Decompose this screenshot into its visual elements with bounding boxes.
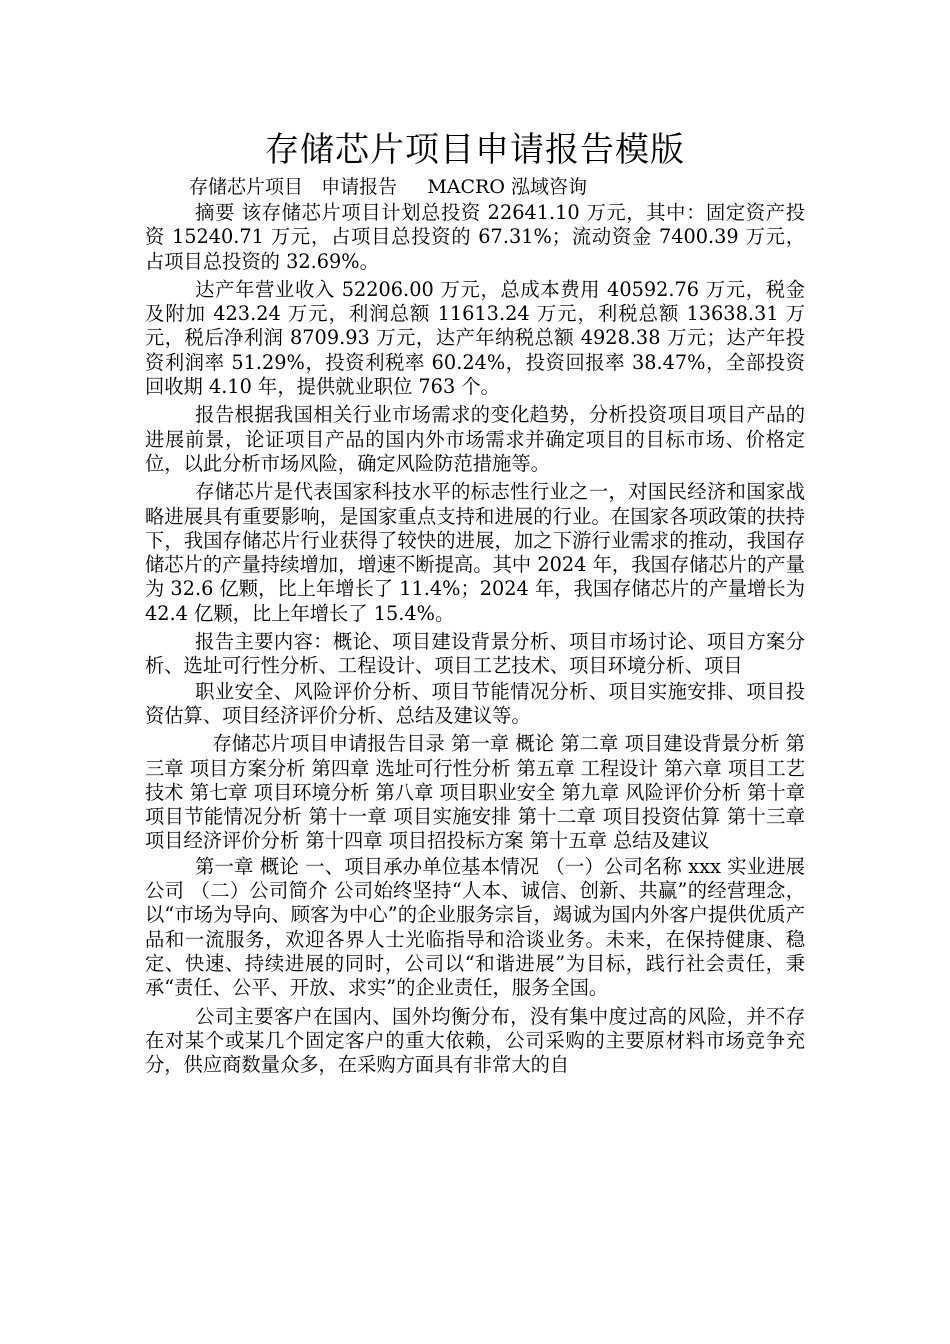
analysis-paragraph: 报告根据我国相关行业市场需求的变化趋势，分析投资项目项目产品的进展前景，论证项目产品的国内外市场需求并确定项目的目标市场、价格定位，以此分析市场风险，确定风险防范措施等。 <box>145 403 805 475</box>
abstract-paragraph: 摘要 该存储芯片项目计划总投资 22641.10 万元，其中：固定资产投资 15240.71 万元，占项目总投资的 67.31%；流动资金 7400.39 万元，占项目总投资的 32.69%。 <box>145 201 805 273</box>
document-title: 存储芯片项目申请报告模版 <box>265 130 685 170</box>
chapter-one-paragraph: 第一章 概论 一、项目承办单位基本情况 （一）公司名称 xxx 实业进展公司 （二）公司简介 公司始终坚持“人本、诚信、创新、共赢”的经营理念，以“市场为导向、顾客为中心”的企业服务宗旨，竭诚为国内外客户提供优质产品和一流服务，欢迎各界人士光临指导和洽谈业务。未来，在保持健康、稳定、快速、持续进展的同时，公司以“和谐进展”为目标，践行社会责任，秉承“责任、公平、开放、求实”的企业责任，服务全国。 <box>145 854 805 1000</box>
industry-paragraph: 存储芯片是代表国家科技水平的标志性行业之一，对国民经济和国家战略进展具有重要影响，是国家重点支持和进展的行业。在国家各项政策的扶持下，我国存储芯片行业获得了较快的进展，加之下游行业需求的推动，我国存储芯片的产量持续增加，增速不断提高。其中 2024 年，我国存储芯片的产量为 32.6 亿颗，比上年增长了 11.4%；2024 年，我国存储芯片的产量增长为 42.4 亿颗，比上年增长了 15.4%。 <box>145 480 805 625</box>
document-page <box>145 128 805 1081</box>
table-of-contents-paragraph: 存储芯片项目申请报告目录 第一章 概论 第二章 项目建设背景分析 第三章 项目方案分析 第四章 选址可行性分析 第五章 工程设计 第六章 项目工艺技术 第七章 项目环境分析 第八章 项目职业安全 第九章 风险评价分析 第十章 项目节能情况分析 第十一章 项目实施安排 第十二章 项目投资估算 第十三章 项目经济评价分析 第十四章 项目招投标方案 第十五章 总结及建议 <box>145 732 805 853</box>
contents-summary-paragraph: 报告主要内容：概论、项目建设背景分析、项目市场讨论、项目方案分析、选址可行性分析、工程设计、项目工艺技术、项目环境分析、项目 <box>145 630 805 678</box>
document-subtitle: 存储芯片项目 申请报告 MACRO 泓域咨询 <box>189 176 587 198</box>
customers-paragraph: 公司主要客户在国内、国外均衡分布，没有集中度过高的风险，并不存在对某个或某几个固定客户的重大依赖，公司采购的主要原材料市场竞争充分，供应商数量众多，在采购方面具有非常大的自 <box>145 1004 805 1077</box>
contents-summary-continued-paragraph: 职业安全、风险评价分析、项目节能情况分析、项目实施安排、项目投资估算、项目经济评价分析、总结及建议等。 <box>145 679 805 727</box>
financial-paragraph: 达产年营业收入 52206.00 万元，总成本费用 40592.76 万元，税金及附加 423.24 万元，利润总额 11613.24 万元，利税总额 13638.31 万元，税后净利润 8709.93 万元，达产年纳税总额 4928.38 万元；达产年投资利润率 51.29%，投资利税率 60.24%，投资回报率 38.47%，全部投资回收期 4.10 年，提供就业职位 763 个。 <box>145 277 805 399</box>
